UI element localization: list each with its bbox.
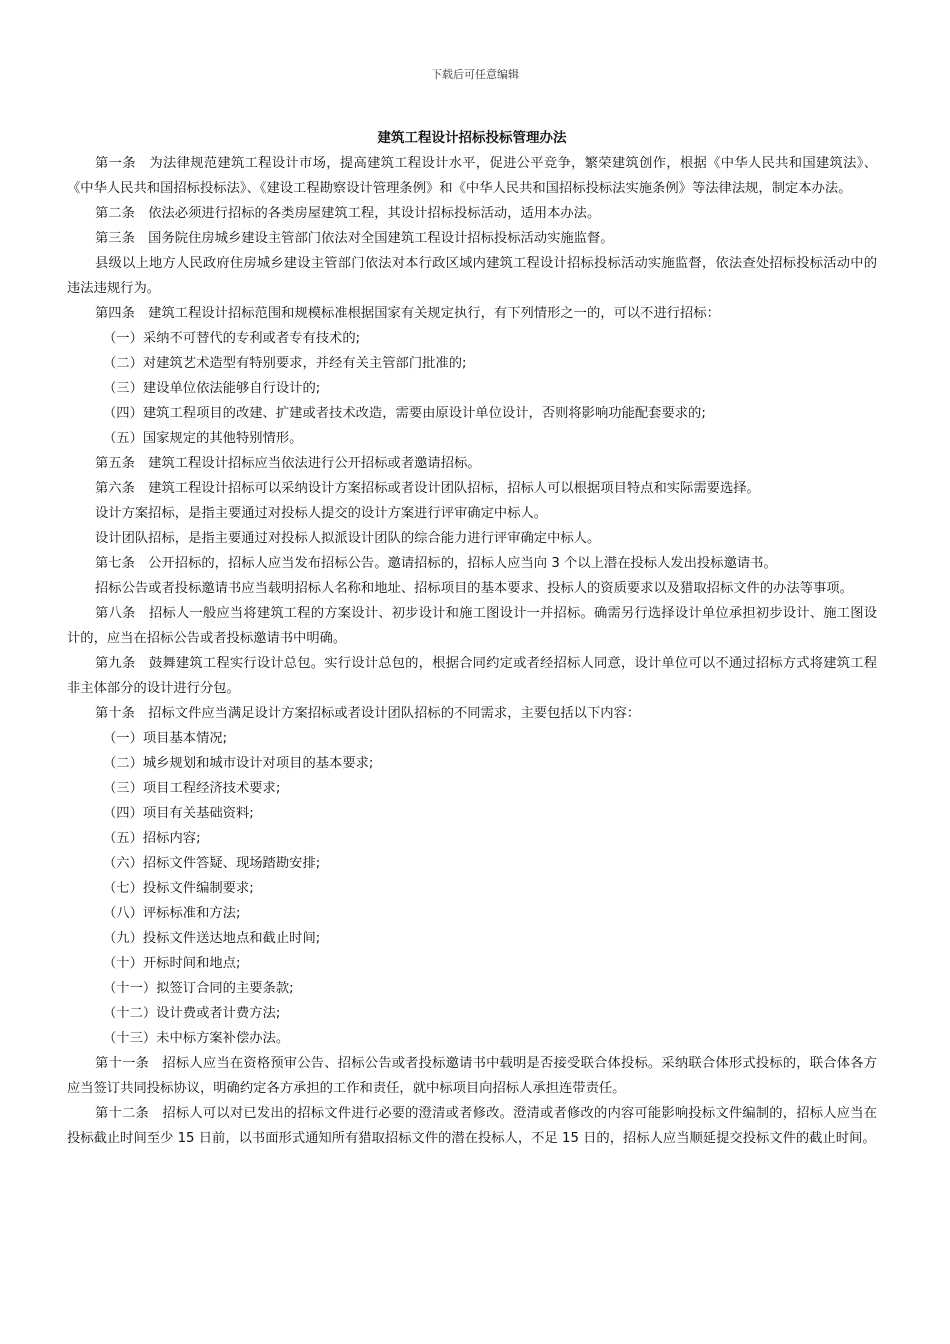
article-paragraph: 第三条 国务院住房城乡建设主管部门依法对全国建筑工程设计招标投标活动实施监督。 (95, 231, 614, 246)
article-paragraph: 设计方案招标，是指主要通过对投标人提交的设计方案进行评审确定中标人。 (95, 506, 548, 521)
list-item: （二）城乡规划和城市设计对项目的基本要求; (103, 756, 374, 771)
list-item: （十）开标时间和地点; (103, 956, 241, 971)
list-item: （六）招标文件答疑、现场踏勘安排; (103, 856, 321, 871)
article-paragraph: 第七条 公开招标的，招标人应当发布招标公告。邀请招标的，招标人应当向 3 个以上潜在投标人发出投标邀请书。 (95, 556, 777, 571)
list-item: （十一）拟签订合同的主要条款; (103, 981, 294, 996)
list-item: （四）建筑工程项目的改建、扩建或者技术改造，需要由原设计单位设计，否则将影响功能配套要求的; (103, 406, 706, 421)
list-item: （一）采纳不可替代的专利或者专有技术的; (103, 331, 361, 346)
article-paragraph: 第六条 建筑工程设计招标可以采纳设计方案招标或者设计团队招标，招标人可以根据项目特点和实际需要选择。 (95, 481, 760, 496)
article-paragraph: 第九条 鼓舞建筑工程实行设计总包。实行设计总包的，根据合同约定或者经招标人同意，设计单位可以不通过招标方式将建筑工程非主体部分的设计进行分包。 (67, 656, 877, 696)
article-paragraph: 第五条 建筑工程设计招标应当依法进行公开招标或者邀请招标。 (95, 456, 481, 471)
list-item: （五）招标内容; (103, 831, 201, 846)
page-header-note: 下载后可任意编辑 (431, 68, 519, 81)
article-paragraph: 第二条 依法必须进行招标的各类房屋建筑工程，其设计招标投标活动，适用本办法。 (95, 206, 601, 221)
article-paragraph: 第四条 建筑工程设计招标范围和规模标准根据国家有关规定执行，有下列情形之一的，可以不进行招标： (95, 306, 720, 321)
list-item: （四）项目有关基础资料; (103, 806, 254, 821)
list-item: （八）评标标准和方法; (103, 906, 241, 921)
list-item: （五）国家规定的其他特别情形。 (103, 431, 303, 446)
document-paragraphs (67, 151, 877, 1151)
document-body (67, 126, 877, 1151)
list-item: （七）投标文件编制要求; (103, 881, 254, 896)
list-item: （十二）设计费或者计费方法; (103, 1006, 281, 1021)
article-paragraph: 第十一条 招标人应当在资格预审公告、招标公告或者投标邀请书中载明是否接受联合体投标。采纳联合体形式投标的，联合体各方应当签订共同投标协议，明确约定各方承担的工作和责任，就中标项目向招标人承担连带责任。 (67, 1056, 877, 1096)
list-item: （九）投标文件送达地点和截止时间; (103, 931, 321, 946)
document-title: 建筑工程设计招标投标管理办法 (377, 130, 567, 146)
article-paragraph: 县级以上地方人民政府住房城乡建设主管部门依法对本行政区域内建筑工程设计招标投标活动实施监督，依法查处招标投标活动中的违法违规行为。 (67, 256, 877, 296)
article-paragraph: 第十条 招标文件应当满足设计方案招标或者设计团队招标的不同需求，主要包括以下内容： (95, 706, 641, 721)
list-item: （三）项目工程经济技术要求; (103, 781, 281, 796)
list-item: （一）项目基本情况; (103, 731, 228, 746)
list-item: （二）对建筑艺术造型有特别要求，并经有关主管部门批准的; (103, 356, 467, 371)
article-paragraph: 招标公告或者投标邀请书应当载明招标人名称和地址、招标项目的基本要求、投标人的资质要求以及猎取招标文件的办法等事项。 (95, 581, 853, 596)
list-item: （十三）未中标方案补偿办法。 (103, 1031, 290, 1046)
article-paragraph: 第一条 为法律规范建筑工程设计市场，提高建筑工程设计水平，促进公平竞争，繁荣建筑创作，根据《中华人民共和国建筑法》、《中华人民共和国招标投标法》、《建设工程勘察设计管理条例》和《中华人民共和国招标投标法实施条例》等法律法规，制定本办法。 (67, 156, 877, 196)
list-item: （三）建设单位依法能够自行设计的; (103, 381, 321, 396)
article-paragraph: 第十二条 招标人可以对已发出的招标文件进行必要的澄清或者修改。澄清或者修改的内容可能影响投标文件编制的，招标人应当在投标截止时间至少 15 日前，以书面形式通知所有猎取招标文件的潜在投标人，不足 15 日的，招标人应当顺延提交投标文件的截止时间。 (67, 1106, 877, 1146)
article-paragraph: 设计团队招标，是指主要通过对投标人拟派设计团队的综合能力进行评审确定中标人。 (95, 531, 601, 546)
article-paragraph: 第八条 招标人一般应当将建筑工程的方案设计、初步设计和施工图设计一并招标。确需另行选择设计单位承担初步设计、施工图设计的，应当在招标公告或者投标邀请书中明确。 (67, 606, 877, 646)
